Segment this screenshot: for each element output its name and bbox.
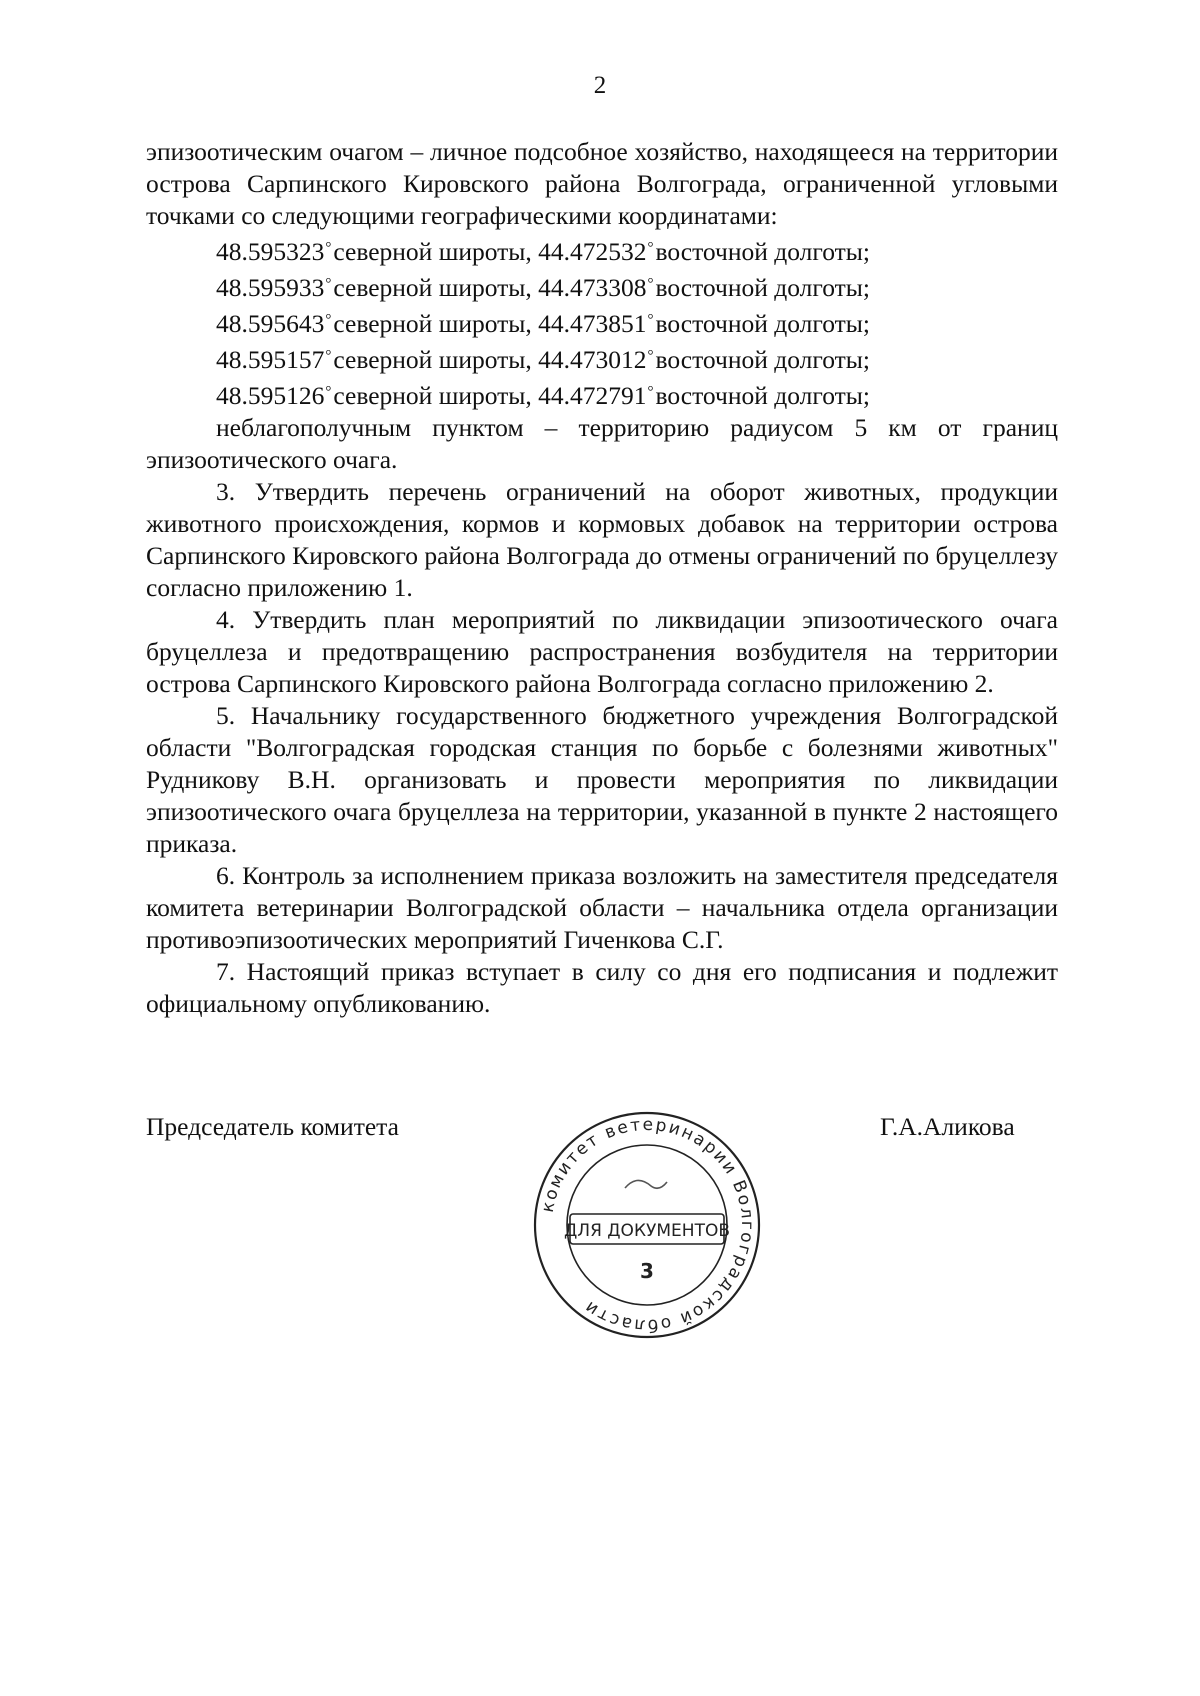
longitude-label: восточной долготы; [655, 237, 870, 266]
latitude-label: северной широты, [333, 237, 532, 266]
degree-mark: ° [325, 348, 332, 364]
paragraph-item-6: 6. Контроль за исполнением приказа возложить на заместителя председателя комитета ветеринарии Волгоградской области – начальника отдела организации противоэпизоотических мероприятий Гиченкова С.Г. [146, 861, 1058, 954]
degree-mark: ° [325, 276, 332, 292]
latitude-value: 48.595157 [216, 345, 325, 374]
degree-mark: ° [647, 276, 654, 292]
degree-mark: ° [647, 240, 654, 256]
latitude-label: северной широты, [333, 345, 532, 374]
coordinates-list [146, 232, 1058, 412]
longitude-label: восточной долготы; [655, 381, 870, 410]
longitude-value: 44.472532 [538, 237, 647, 266]
longitude-value: 44.473851 [538, 309, 647, 338]
coordinate-line [146, 376, 1058, 412]
paragraph-item-5: 5. Начальнику государственного бюджетного учреждения Волгоградской области "Волгоградская городская станция по борьбе с болезнями животных" Рудникову В.Н. организовать и провести мероприятия по ликвидации эпизоотического очага бруцеллеза на территории, указанной в пункте 2 настоящего приказа. [146, 701, 1058, 858]
seal-number: 3 [640, 1259, 654, 1283]
latitude-value: 48.595323 [216, 237, 325, 266]
page-number: 2 [593, 72, 607, 99]
paragraph-item-4: 4. Утвердить план мероприятий по ликвидации эпизоотического очага бруцеллеза и предотвращению распространения возбудителя на территории острова Сарпинского Кировского района Волгограда согласно приложению 2. [146, 605, 1058, 698]
latitude-value: 48.595643 [216, 309, 325, 338]
document-body [146, 136, 1058, 1020]
coordinate-line [146, 232, 1058, 268]
degree-mark: ° [325, 312, 332, 328]
paragraph-unfavourable-point: неблагополучным пунктом – территорию радиусом 5 км от границ эпизоотического очага. [146, 413, 1058, 474]
latitude-value: 48.595933 [216, 273, 325, 302]
paragraph-item-3: 3. Утвердить перечень ограничений на оборот животных, продукции животного происхождения, кормов и кормовых добавок на территории острова Сарпинского Кировского района Волгограда до отмены ограничений по бруцеллезу согласно приложению 1. [146, 477, 1058, 602]
coordinate-line [146, 268, 1058, 304]
longitude-label: восточной долготы; [655, 273, 870, 302]
longitude-label: восточной долготы; [655, 345, 870, 374]
official-seal [530, 1108, 764, 1342]
paragraph-item-7: 7. Настоящий приказ вступает в силу со дня его подписания и подлежит официальному опубликованию. [146, 957, 1058, 1018]
paragraph-focus-definition: эпизоотическим очагом – личное подсобное хозяйство, находящееся на территории острова Сарпинского Кировского района Волгограда, ограниченной угловыми точками со следующими географическими координатами: [146, 137, 1058, 230]
longitude-value: 44.472791 [538, 381, 647, 410]
degree-mark: ° [325, 384, 332, 400]
degree-mark: ° [647, 348, 654, 364]
seal-graphic [530, 1108, 764, 1342]
seal-ring-text: комитет ветеринарии Волгоградской области [537, 1114, 758, 1336]
seal-center-text: ДЛЯ ДОКУМЕНТОВ [564, 1221, 730, 1241]
longitude-label: восточной долготы; [655, 309, 870, 338]
latitude-label: северной широты, [333, 309, 532, 338]
signature-scribble [625, 1180, 667, 1188]
degree-mark: ° [647, 384, 654, 400]
degree-mark: ° [647, 312, 654, 328]
longitude-value: 44.473012 [538, 345, 647, 374]
coordinate-line [146, 304, 1058, 340]
signatory-name: Г.А.Аликова [880, 1112, 1015, 1141]
coordinate-line [146, 340, 1058, 376]
signatory-position: Председатель комитета [146, 1112, 399, 1141]
longitude-value: 44.473308 [538, 273, 647, 302]
latitude-value: 48.595126 [216, 381, 325, 410]
latitude-label: северной широты, [333, 273, 532, 302]
degree-mark: ° [325, 240, 332, 256]
latitude-label: северной широты, [333, 381, 532, 410]
